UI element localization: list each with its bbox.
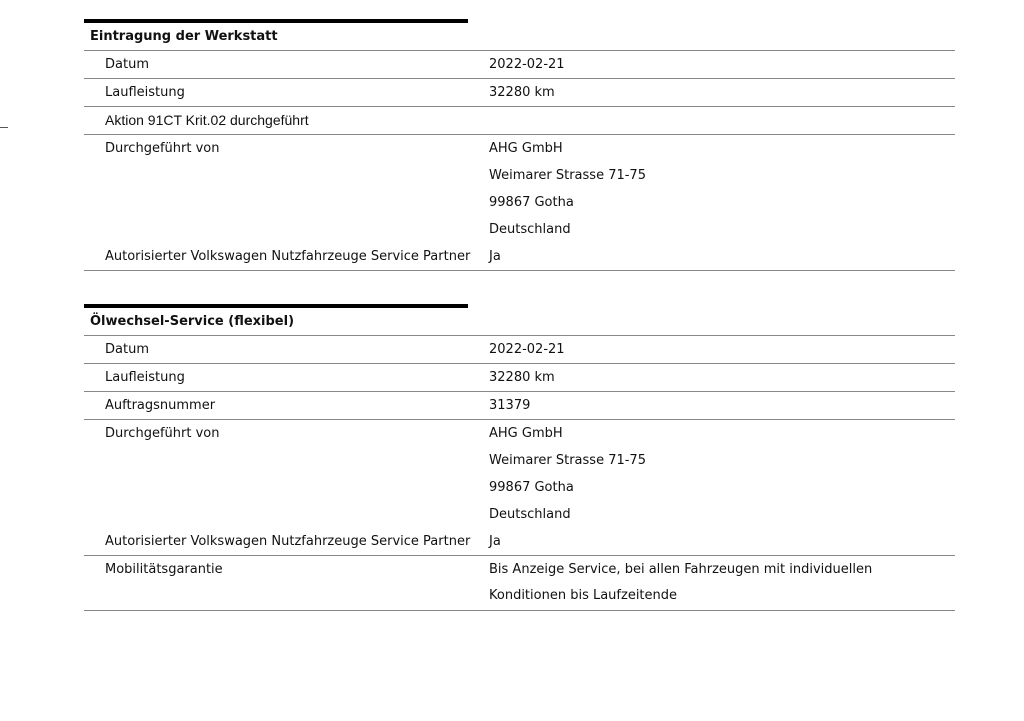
table-row: [84, 51, 955, 79]
row-label: Autorisierter Volkswagen Nutzfahrzeuge Service Partner: [105, 534, 471, 549]
table-row: [84, 392, 955, 420]
table-row: [84, 79, 955, 107]
row-label: Aktion 91CT Krit.02 durchgeführt: [105, 112, 309, 128]
table-row-group: [84, 420, 955, 556]
row-label: Autorisierter Volkswagen Nutzfahrzeuge Service Partner: [105, 249, 471, 264]
section-title: Eintragung der Werkstatt: [84, 23, 955, 51]
country: Deutschland: [489, 222, 571, 237]
company-name: AHG GmbH: [489, 426, 563, 441]
table-row-group: [84, 135, 955, 271]
row-label: Durchgeführt von: [105, 141, 220, 156]
row-value: 32280 km: [489, 85, 555, 100]
row-label: Auftragsnummer: [105, 398, 216, 413]
country: Deutschland: [489, 507, 571, 522]
row-label: Mobilitätsgarantie: [105, 562, 223, 577]
row-value: 2022-02-21: [489, 342, 565, 357]
section-title: Ölwechsel-Service (flexibel): [84, 308, 955, 336]
row-value: Bis Anzeige Service, bei allen Fahrzeugen mit individuellen Konditionen bis Laufzeitende: [489, 562, 873, 603]
street: Weimarer Strasse 71-75: [489, 453, 646, 468]
company-name: AHG GmbH: [489, 141, 563, 156]
section-oelwechsel: [84, 304, 955, 611]
row-value: Ja: [489, 534, 501, 549]
table-row: [84, 364, 955, 392]
row-value: 2022-02-21: [489, 57, 565, 72]
row-label: Datum: [105, 57, 149, 72]
table-row: [84, 336, 955, 364]
row-value: 31379: [489, 398, 531, 413]
row-label: Laufleistung: [105, 370, 185, 385]
table-row: [84, 107, 955, 135]
row-label: Laufleistung: [105, 85, 185, 100]
section-werkstatt: [84, 19, 955, 271]
row-value: Ja: [489, 249, 501, 264]
city: 99867 Gotha: [489, 195, 574, 210]
row-label: Durchgeführt von: [105, 426, 220, 441]
table-row: [84, 556, 955, 611]
street: Weimarer Strasse 71-75: [489, 168, 646, 183]
row-label: Datum: [105, 342, 149, 357]
row-value: 32280 km: [489, 370, 555, 385]
city: 99867 Gotha: [489, 480, 574, 495]
margin-tick: [0, 127, 8, 128]
